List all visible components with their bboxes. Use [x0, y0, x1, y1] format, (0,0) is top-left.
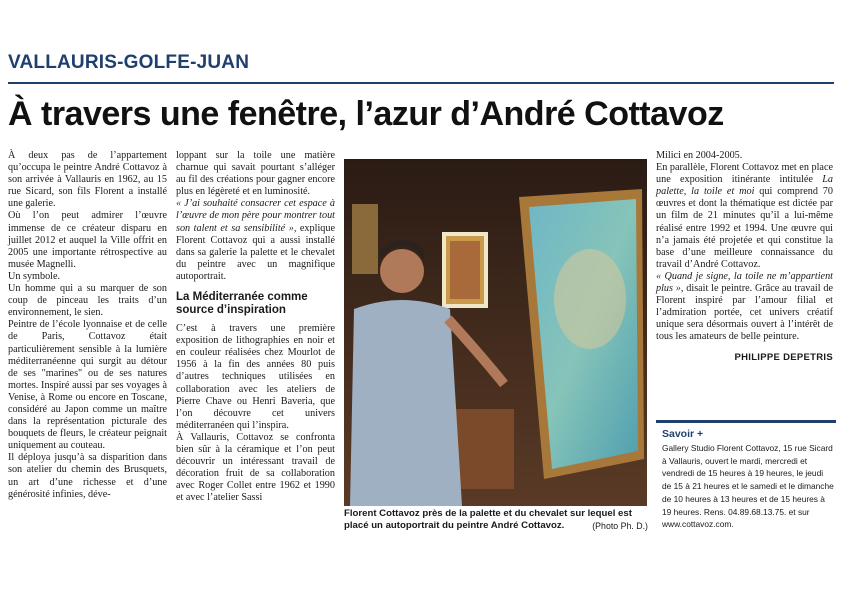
author-byline: PHILIPPE DEPETRIS — [734, 351, 833, 363]
article-column-1 — [8, 150, 167, 501]
paragraph: C’est à travers une première exposition de lithographies en noir et en couleur réalisées chez Mourlot de 1956 à la fin des années 80 puis d’autres techniques utilisées en collaboration avec les ateliers de Pierre Chave ou Henri Baveria, que l’on découvre cet univers méditerranéen qui l’inspira. — [176, 323, 335, 431]
paragraph-text: , disait le peintre. Grâce au travail de Florent inspiré par l’amour filial et l’admiration portée, cet univers créatif unique sera désormais ouvert à l’intérêt de tous les amateurs de belle peinture. — [656, 283, 834, 343]
photo-illustration — [344, 159, 647, 506]
paragraph: À Vallauris, Cottavoz se confronta bien sûr à la céramique et l’on peut découvrir un intéressant travail de décoration fruit de sa collaboration avec Roger Collet entre 1962 et 1990 et avec l’atelier Sassi — [176, 431, 335, 504]
photo-credit: (Photo Ph. D.) — [592, 521, 648, 531]
paragraph: Un symbole. — [8, 270, 61, 282]
article-column-4 — [656, 150, 833, 364]
article-photo — [344, 159, 647, 506]
paragraph — [176, 198, 335, 283]
caption-text: Florent Cottavoz près de la palette et du chevalet sur lequel est placé un autoportrait du peintre André Cottavoz. — [344, 508, 632, 531]
article-column-2 — [176, 150, 335, 504]
paragraph — [656, 271, 833, 344]
paragraph: loppant sur la toile une matière charnue qui savait pourtant s’alléger au fil des créations pour gagner encore plus en légèreté et en luminosité. — [176, 150, 335, 198]
paragraph: Milici en 2004-2005. — [656, 150, 743, 161]
paragraph-text: qui comprend 70 œuvres et dont la thématique est dictée par un film de 21 minutes qu’il a lui-même réalisé entre 1992 et 1994. Une œuvre qui n’a jamais été projetée et qui constitue la base d’une meilleure connaissance du travail d’André Cottavoz. — [656, 186, 833, 270]
paragraph-text: En parallèle, Florent Cottavoz met en place une exposition itinérante intitulée — [656, 162, 833, 186]
subheading: La Méditerranée comme source d’inspiration — [176, 291, 308, 317]
exhibition-title: La palette, la toile et moi — [656, 174, 833, 198]
info-box-text: Gallery Studio Florent Cottavoz, 15 rue Sicard à Vallauris, ouvert le mardi, mercredi et vendredi de 15 heures à 19 heures, le jeudi de 15 à 21 heures et le samedi et le dimanche de 10 heures à 13 heures et de 15 heures à 19 heures. Rens. 04.89.68.13.75. et sur www.cottavoz.com. — [662, 443, 834, 530]
section-kicker: VALLAURIS-GOLFE-JUAN — [8, 52, 250, 73]
quote: « Quand je signe, la toile ne m’appartient plus » — [656, 270, 833, 295]
quote: « J’ai souhaité consacrer cet espace à l’œuvre de mon père pour montrer tout son talent et sa sensibilité » — [176, 198, 335, 234]
paragraph: Peintre de l’école lyonnaise et de celle de Paris, Cottavoz était particulièrement sensible à la lumière méditerranéenne qui surgit au détour de ses "marines" ou de ses natures mortes. Inspiré aussi par ses voyages à Venise, à Rome ou encore en Toscane, considéré au Japon comme un maître dans la représentation picturale des bouquets de fleurs, le créateur peignait uniquement au couteau. — [8, 319, 167, 452]
paragraph — [656, 162, 833, 271]
info-box-title: Savoir + — [662, 428, 704, 440]
section-divider — [8, 82, 834, 84]
paragraph: Un homme qui a su marquer de son coup de pinceau les traits d’un environnement, le sien. — [8, 283, 167, 319]
paragraph: Où l’on peut admirer l’œuvre immense de ce créateur disparu en juillet 2012 et auquel la Ville offrit en 2005 une importante rétrospective au musée Magnelli. — [8, 210, 167, 270]
info-box-divider — [656, 420, 836, 423]
paragraph: À deux pas de l’appartement qu’occupa le peintre André Cottavoz à son arrivée à Vallauris en 1962, au 15 rue Sicard, son fils Florent a installé une galerie. — [8, 150, 167, 210]
paragraph: Il déploya jusqu’à sa disparition dans son atelier du chemin des Brusquets, un art d’une richesse et d’une générosité infinies, déve- — [8, 452, 167, 500]
paragraph-text: , explique Florent Cottavoz qui a aussi installé dans sa galerie la palette et le chevalet du peintre avec un magnifique autoportrait. — [176, 222, 335, 282]
article-headline: À travers une fenêtre, l’azur d’André Cottavoz — [8, 95, 724, 133]
photo-caption — [344, 508, 648, 532]
